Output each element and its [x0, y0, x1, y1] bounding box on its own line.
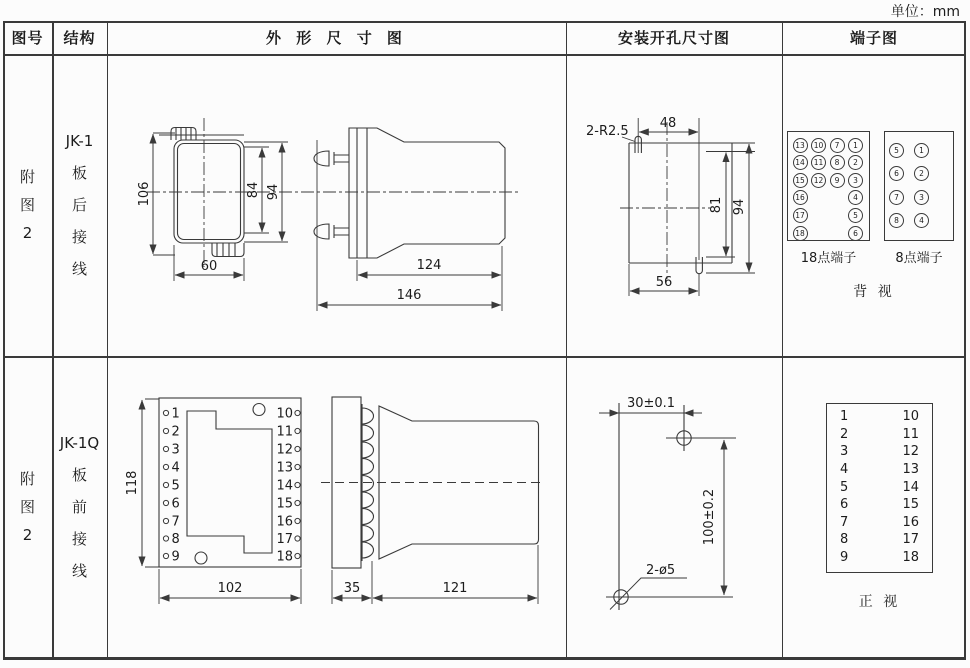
terminal-screw — [314, 151, 349, 166]
view-label-front: 正 视 — [858, 594, 901, 610]
terminal-number: 7 — [840, 514, 849, 530]
pin-hole — [295, 446, 300, 451]
terminal-label-8: 8点端子 — [895, 251, 943, 266]
center-lines — [620, 122, 710, 279]
terminal-number: 17 — [902, 532, 919, 548]
terminal-row — [827, 551, 932, 564]
terminal-point: 3 — [914, 190, 929, 205]
dimension-lines — [153, 134, 501, 305]
install-drawing-jk1 — [566, 55, 782, 356]
dim-front-width: 102 — [217, 581, 243, 596]
terminal-number: 4 — [840, 461, 849, 477]
terminal-row — [827, 445, 932, 458]
terminal-point: 4 — [914, 213, 929, 228]
mount-hole — [253, 404, 265, 416]
dim-hole-label: 2-ø5 — [646, 563, 676, 578]
pin-hole — [163, 500, 168, 505]
terminal-point: 17 — [793, 208, 808, 223]
terminal-bump — [362, 459, 374, 475]
terminal-point: 8 — [889, 213, 904, 228]
structure-row1: JK-1 板 后 接 线 — [65, 132, 94, 278]
header-terminal: 端子图 — [849, 29, 898, 47]
outline-drawing-jk1 — [107, 55, 566, 356]
outline-drawing-jk1q — [107, 357, 566, 658]
header-install: 安装开孔尺寸图 — [617, 29, 730, 47]
terminal-point: 7 — [830, 138, 845, 153]
front-pins — [163, 407, 300, 565]
terminal-number: 12 — [902, 444, 919, 460]
dim-corner-radius: 2-R2.5 — [586, 124, 629, 139]
dim-hole-v-span: 100±0.2 — [702, 488, 717, 546]
terminal-diagram-row1 — [782, 55, 966, 356]
terminal-number: 15 — [902, 497, 919, 513]
pin-number: 14 — [276, 478, 293, 494]
terminal-point: 12 — [811, 173, 826, 188]
dim-front-width: 60 — [200, 259, 218, 274]
terminal-point: 8 — [830, 155, 845, 170]
pin-number: 18 — [276, 549, 293, 565]
pin-number: 7 — [171, 514, 180, 530]
pin-hole — [295, 500, 300, 505]
pin-hole — [163, 482, 168, 487]
terminal-number: 16 — [902, 514, 919, 530]
mount-hole — [195, 552, 207, 564]
terminal-point: 6 — [889, 166, 904, 181]
dim-bottom-span: 56 — [655, 275, 673, 290]
terminal-row — [827, 463, 932, 476]
pin-number: 17 — [276, 532, 293, 547]
terminal-screw — [314, 224, 349, 239]
pin-number: 13 — [276, 460, 293, 476]
terminal-bump — [362, 425, 374, 441]
pin-number: 9 — [171, 549, 180, 565]
terminal-point: 2 — [848, 155, 863, 170]
pin-hole — [295, 410, 300, 415]
figure-no-row2: 附 图 2 — [19, 470, 35, 544]
terminal-point: 2 — [914, 166, 929, 181]
terminal-point: 3 — [848, 173, 863, 188]
terminal-bump — [362, 476, 374, 492]
terminal-row — [827, 410, 932, 423]
dim-front-outer-height: 94 — [266, 183, 281, 201]
pin-hole — [163, 536, 168, 541]
header-figure-no: 图号 — [11, 29, 44, 47]
pin-number: 11 — [276, 424, 293, 440]
terminal-point: 9 — [830, 173, 845, 188]
pin-number: 3 — [171, 442, 180, 458]
terminal-bump — [362, 509, 374, 525]
pin-hole — [163, 553, 168, 558]
pin-number: 16 — [276, 514, 293, 530]
terminal-point: 11 — [811, 155, 826, 170]
terminal-number: 9 — [840, 550, 849, 565]
terminal-point: 5 — [889, 143, 904, 158]
cutout-outline — [622, 118, 755, 274]
dim-hole-h-span: 30±0.1 — [626, 396, 676, 411]
pin-hole — [295, 536, 300, 541]
unit-label: 单位：mm — [890, 4, 960, 20]
terminal-point: 6 — [848, 226, 863, 241]
install-drawing-jk1q — [566, 357, 782, 658]
pin-hole — [163, 518, 168, 523]
pin-hole — [295, 464, 300, 469]
structure-row2: JK-1Q 板 前 接 线 — [59, 434, 100, 580]
terminal-number: 5 — [840, 479, 849, 495]
terminal-number: 18 — [902, 550, 919, 565]
pin-hole — [163, 410, 168, 415]
terminal-point: 5 — [848, 208, 863, 223]
pin-number: 2 — [171, 424, 180, 440]
terminal-row — [827, 428, 932, 441]
dim-slot-span: 48 — [659, 116, 677, 131]
pin-hole — [163, 464, 168, 469]
dim-front-inner-height: 84 — [246, 181, 261, 199]
pin-number: 12 — [276, 442, 293, 458]
dim-side-total: 146 — [396, 288, 422, 303]
pin-number: 10 — [276, 406, 293, 422]
dim-side-body: 124 — [416, 258, 442, 273]
terminal-bump — [362, 442, 374, 458]
terminal-row — [827, 481, 932, 494]
pin-hole — [295, 428, 300, 433]
pin-number: 1 — [171, 406, 180, 422]
dim-cutout-outer: 94 — [732, 198, 747, 216]
dim-side-body: 121 — [442, 581, 468, 596]
terminal-point: 1 — [914, 143, 929, 158]
pin-number: 4 — [171, 460, 180, 476]
header-outline: 外 形 尺 寸 图 — [266, 29, 407, 47]
pin-hole — [295, 518, 300, 523]
terminal-label-18: 18点端子 — [800, 251, 857, 266]
extension-lines — [153, 133, 502, 311]
dim-front-height: 106 — [137, 181, 152, 207]
pin-hole — [163, 428, 168, 433]
terminal-number: 2 — [840, 426, 849, 442]
figure-no-row1: 附 图 2 — [19, 168, 35, 242]
pin-hole — [163, 446, 168, 451]
terminal-point: 1 — [848, 138, 863, 153]
header-structure: 结构 — [63, 29, 96, 47]
extension-lines — [145, 399, 538, 604]
terminal-row — [827, 533, 932, 546]
terminal-point: 15 — [793, 173, 808, 188]
terminal-point: 16 — [793, 190, 808, 205]
terminal-bump — [362, 492, 374, 508]
terminal-row — [827, 498, 932, 511]
pin-hole — [295, 553, 300, 558]
terminal-number: 13 — [902, 461, 919, 477]
terminal-point: 7 — [889, 190, 904, 205]
terminal-number: 3 — [840, 444, 849, 460]
terminal-number: 11 — [902, 426, 919, 442]
side-terminals — [362, 408, 374, 558]
mount-tab-top — [171, 128, 196, 141]
terminal-number: 8 — [840, 532, 849, 548]
terminal-diagram-row2 — [782, 357, 966, 658]
view-label-back: 背 视 — [853, 284, 895, 300]
terminal-row — [827, 516, 932, 529]
pin-number: 8 — [171, 532, 180, 547]
terminal-number: 10 — [902, 409, 919, 424]
terminal-point: 13 — [793, 138, 808, 153]
terminal-point: 18 — [793, 226, 808, 241]
dim-panel-depth: 35 — [343, 581, 361, 596]
terminal-number: 14 — [902, 479, 919, 495]
pin-number: 6 — [171, 496, 180, 512]
dim-cutout-inner: 81 — [709, 196, 724, 214]
side-view-jk1 — [314, 128, 505, 258]
pin-hole — [295, 482, 300, 487]
pin-number: 15 — [276, 496, 293, 512]
terminal-point: 10 — [811, 138, 826, 153]
dim-front-height: 118 — [125, 470, 140, 496]
terminal-bump — [362, 542, 374, 558]
terminal-bump — [362, 408, 374, 424]
terminal-point: 4 — [848, 190, 863, 205]
pin-number: 5 — [171, 478, 180, 494]
terminal-bump — [362, 526, 374, 542]
terminal-number: 1 — [840, 409, 849, 424]
terminal-box-front — [826, 403, 933, 573]
terminal-number: 6 — [840, 497, 849, 513]
terminal-point: 14 — [793, 155, 808, 170]
